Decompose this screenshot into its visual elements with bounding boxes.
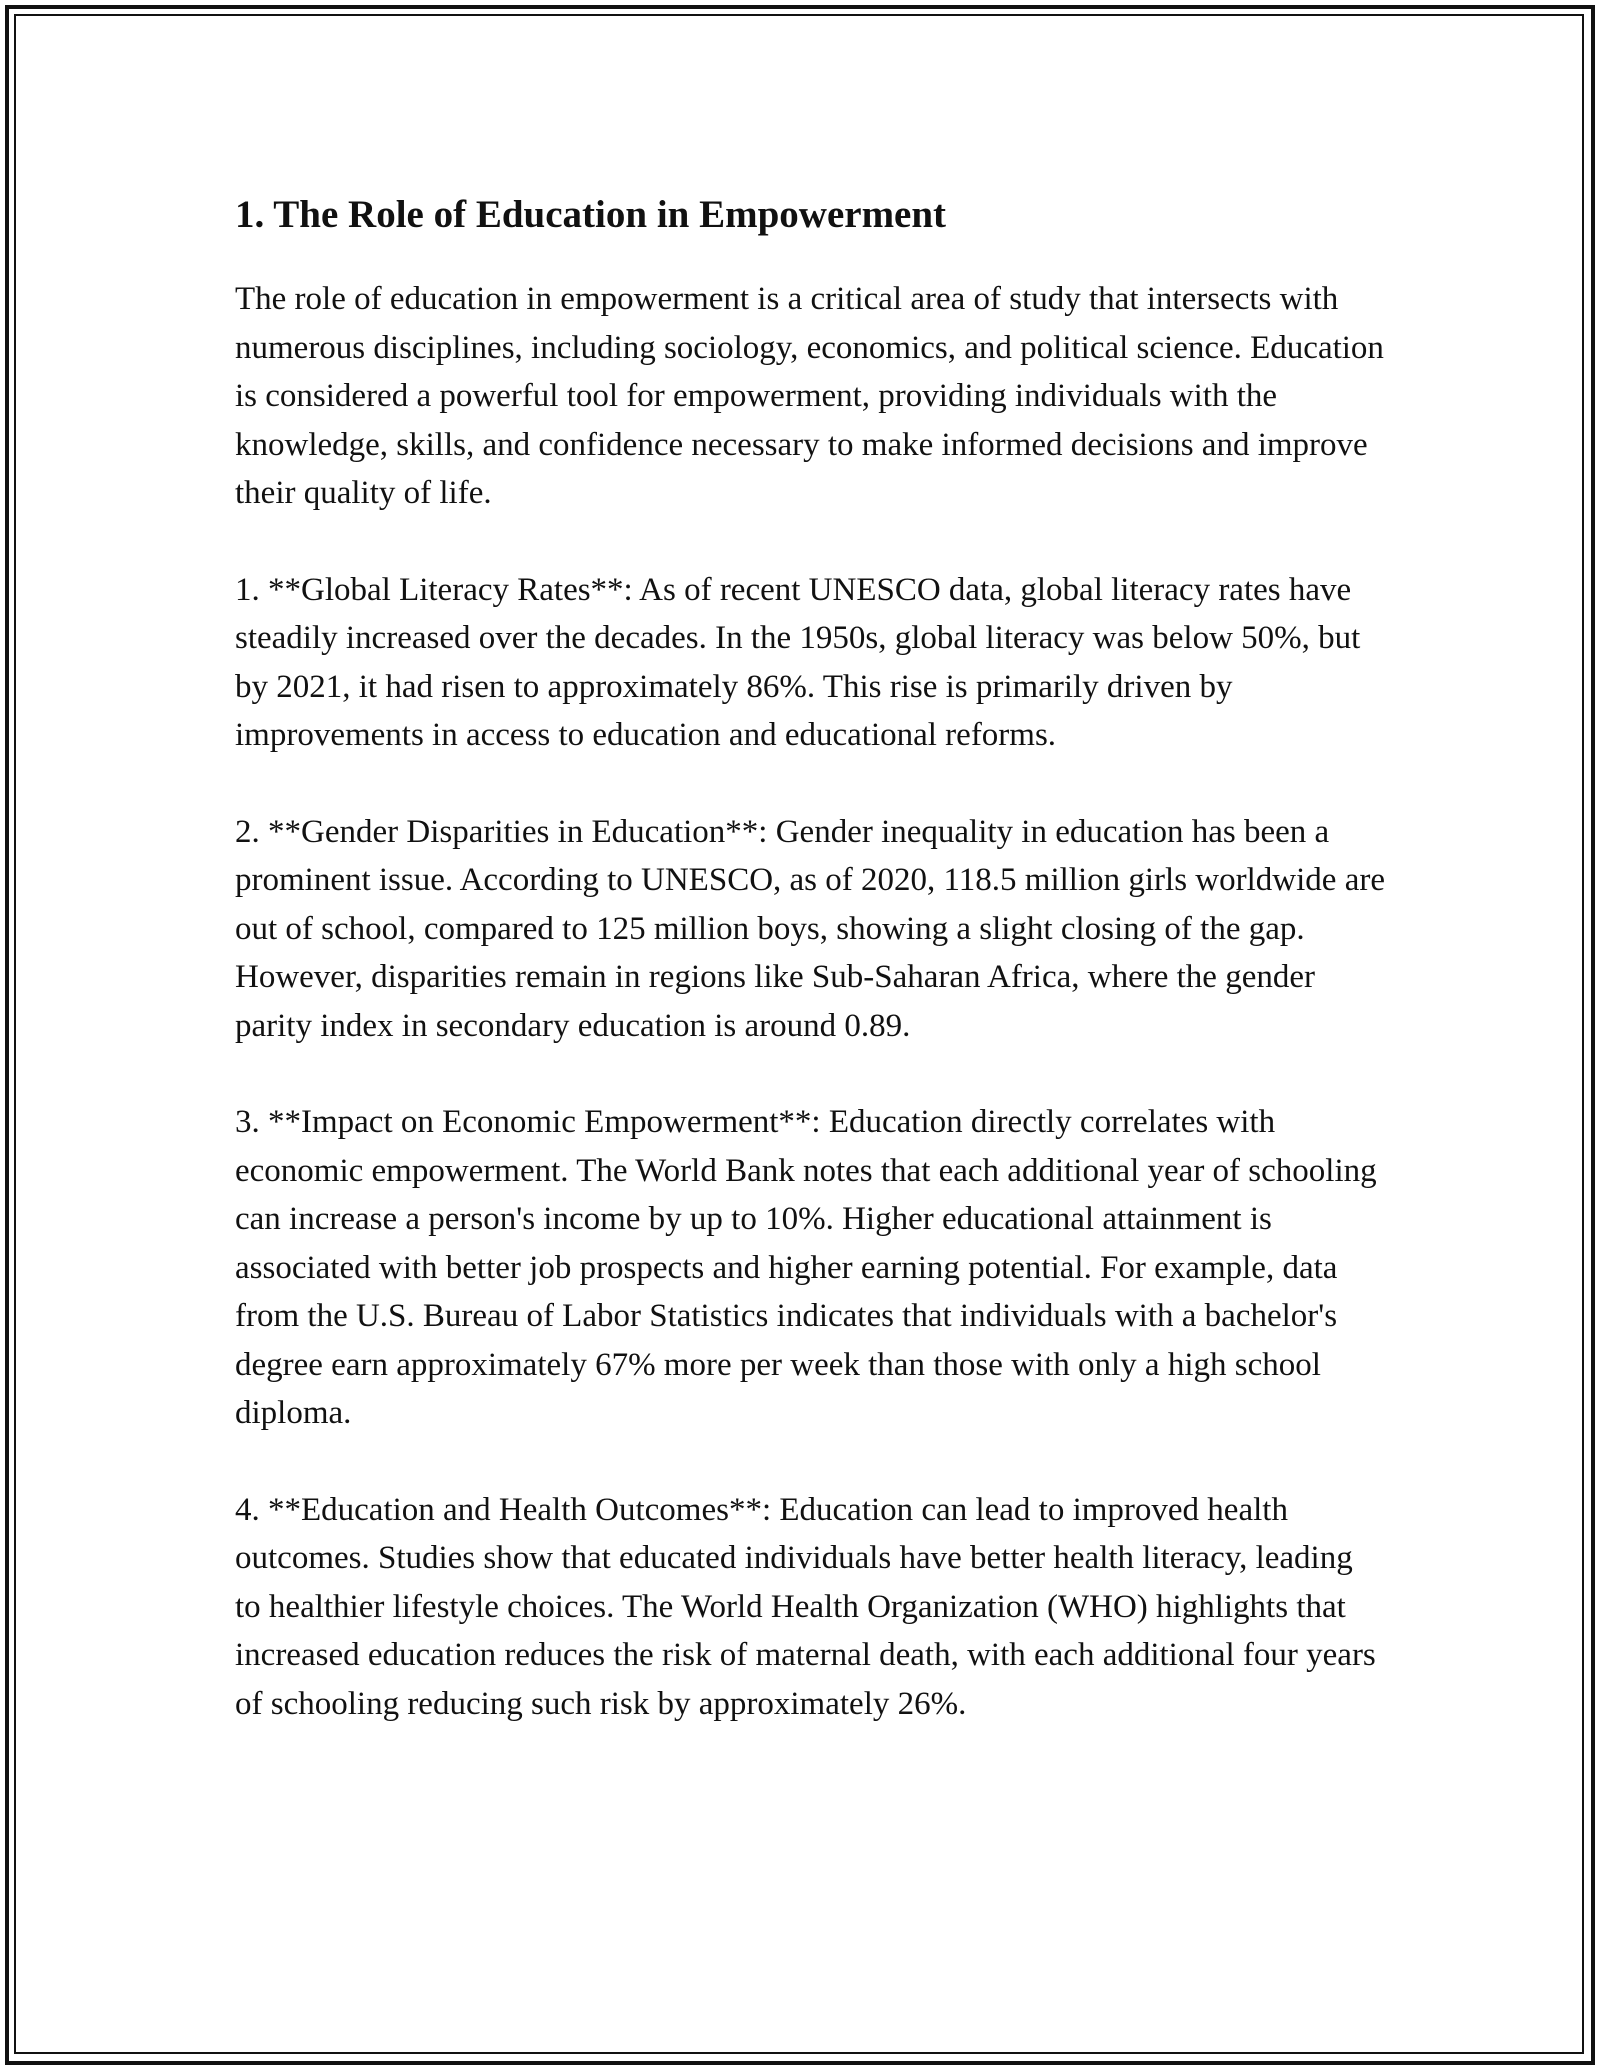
section-heading: 1. The Role of Education in Empowerment [235,193,947,236]
intro-paragraph: The role of education in empowerment is a critical area of study that intersects with numerous disciplines, including sociology, economics, and political science. Education is considered a powerful tool for empowerment, providing individuals with the knowledge, skills, and confidence necessary to make informed decisions and improve their quality of life. [235,281,1384,511]
paragraph-gender-disparities: 2. **Gender Disparities in Education**: Gender inequality in education has been a prominent issue. According to UNESCO, as of 2020, 118.5 million girls worldwide are out of school, compared to 125 million boys, showing a slight closing of the gap. However, disparities remain in regions like Sub-Saharan Africa, where the gender parity index in secondary education is around 0.89. [235,813,1385,1044]
paragraph-global-literacy: 1. **Global Literacy Rates**: As of recent UNESCO data, global literacy rates have steadily increased over the decades. In the 1950s, global literacy was below 50%, but by 2021, it had risen to approximately 86%. This rise is primarily driven by improvements in access to education and educational reforms. [235,571,1361,753]
paragraph-health-outcomes: 4. **Education and Health Outcomes**: Education can lead to improved health outcomes. Studies show that educated individuals have better health literacy, leading to healthier lifestyle choices. The World Health Organization (WHO) highlights that increased education reduces the risk of maternal death, with each additional four years of schooling reducing such risk by approximately 26%. [235,1491,1376,1722]
paragraph-economic-empowerment: 3. **Impact on Economic Empowerment**: Education directly correlates with economic empowerment. The World Bank notes that each additional year of schooling can increase a person's income by up to 10%. Higher educational attainment is associated with better job prospects and higher earning potential. For example, data from the U.S. Bureau of Labor Statistics indicates that individuals with a bachelor's degree earn approximately 67% more per week than those with only a high school diploma. [235,1104,1377,1431]
document-body [235,185,1385,1776]
